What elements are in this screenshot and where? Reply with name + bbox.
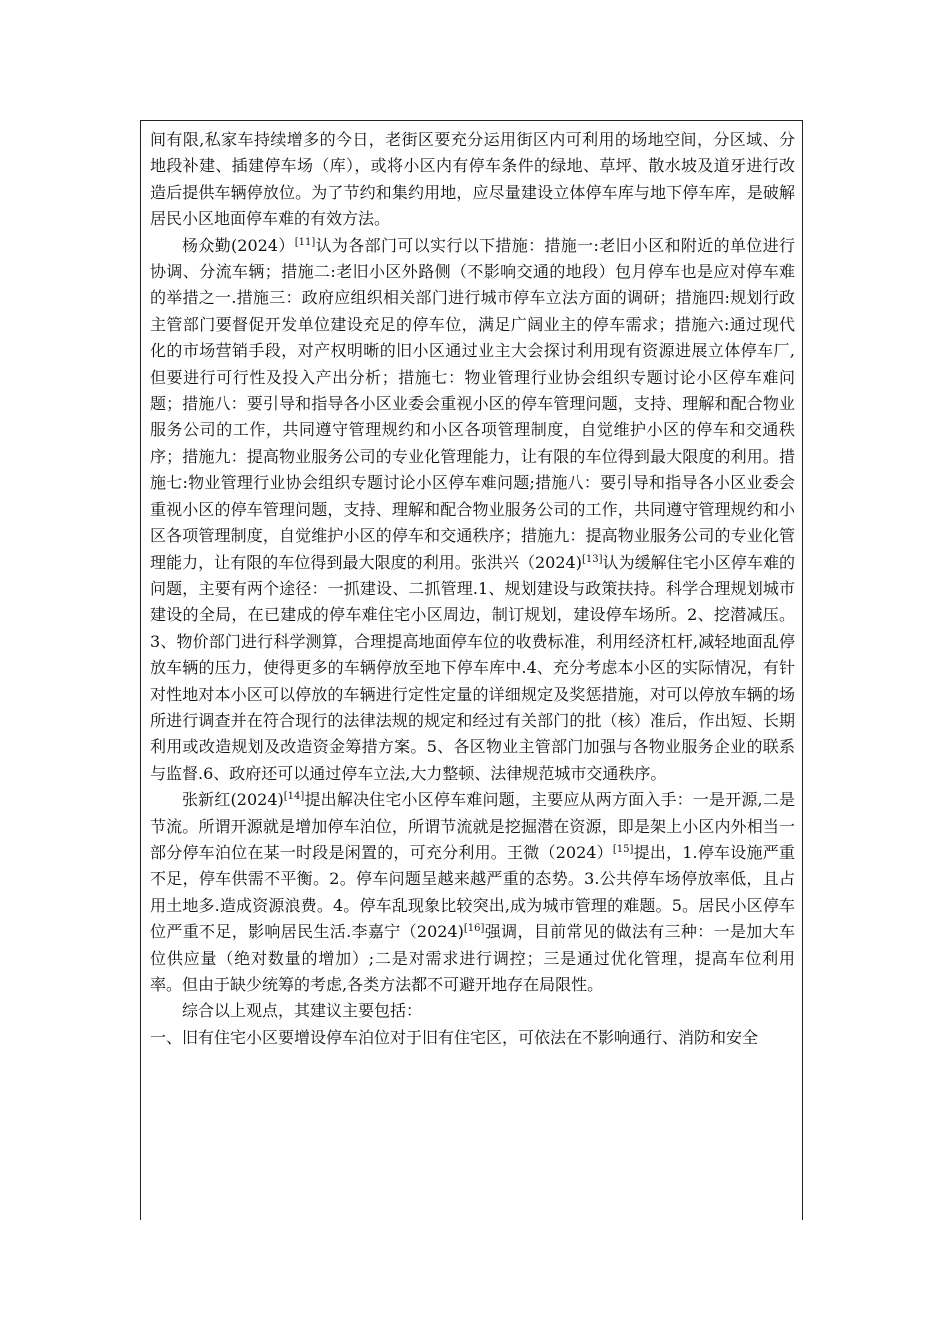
- text-run: 认为缓解住宅小区停车难的问题，主要有两个途径：一抓建设、二抓管理.1、规划建设与政策扶持。科学合理规划城市建设的全局，在已建成的停车难住宅小区周边，制订规划，建设停车场所。2、挖潜减压。3、物价部门进行科学测算，合理提高地面停车位的收费标准，利用经济杠杆,减轻地面乱停放车辆的压力，使得更多的车辆停放至地下停车库中.4、充分考虑本小区的实际情况，有针对性地对本小区可以停放的车辆进行定性定量的详细规定及奖惩措施，对可以停放车辆的场所进行调查并在符合现行的法律法规的规定和经过有关部门的批（核）准后，作出短、长期利用或改造规划及改造资金筹措方案。5、各区物业主管部门加强与各物业服务企业的联系与监督.6、政府还可以通过停车立法,大力整顿、法律规范城市交通秩序。: [150, 552, 795, 783]
- paragraph-2: [150, 233, 795, 788]
- text-run: 强调，目前常见的做法有三种：一是加大车位供应量（绝对数量的增加）;二是对需求进行调控；三是通过优化管理，提高车位利用率。但由于缺少统筹的考虑,各类方法都不可避开地存在局限性。: [150, 922, 795, 994]
- paragraph-3: [150, 787, 795, 998]
- text-run: 张新红(2024): [182, 790, 284, 810]
- text-run: 一、旧有住宅小区要增设停车泊位对于旧有住宅区，可依法在不影响通行、消防和安全: [150, 1027, 759, 1047]
- text-run: 综合以上观点，其建议主要包括：: [182, 1001, 423, 1021]
- text-run: 认为各部门可以实行以下措施：措施一:老旧小区和附近的单位进行协调、分流车辆；措施二:老旧小区外路侧（不影响交通的地段）包月停车也是应对停车难的举措之一.措施三：政府应组织相关部门进行城市停车立法方面的调研；措施四:规划行政主管部门要督促开发单位建设充足的停车位，满足广阔业主的停车需求；措施六:通过现代化的市场营销手段，对产权明晰的旧小区通过业主大会探讨利用现有资源进展立体停车厂,但要进行可行性及投入产出分析；措施七：物业管理行业协会组织专题讨论小区停车难问题；措施八：要引导和指导各小区业委会重视小区的停车管理问题，支持、理解和配合物业服务公司的工作，共同遵守管理规约和小区各项管理制度，自觉维护小区的停车和交通秩序；措施九：提高物业服务公司的专业化管理能力，让有限的车位得到最大限度的利用。措施七:物业管理行业协会组织专题讨论小区停车难问题;措施八：要引导和指导各小区业委会重视小区的停车管理问题，支持、理解和配合物业服务公司的工作，共同遵守管理规约和小区各项管理制度，自觉维护小区的停车和交通秩序；措施九：提高物业服务公司的专业化管理能力，让有限的车位得到最大限度的利用。张洪兴（2024): [150, 235, 795, 572]
- document-body: [150, 127, 795, 1051]
- paragraph-5: [150, 1025, 795, 1051]
- text-run: 提出解决住宅小区停车难问题，主要应从两方面入手：一是开源,二是节流。所谓开源就是增加停车泊位，所谓节流就是挖掘潜在资源，即是架上小区内外相当一部分停车泊位在某一时段是闲置的，可充分利用。王微（2024）: [150, 790, 795, 862]
- citation-ref-11: [11]: [294, 236, 316, 248]
- citation-ref-16: [16]: [463, 923, 485, 935]
- paragraph-4: [150, 998, 795, 1024]
- citation-ref-15: [15]: [612, 843, 634, 855]
- citation-ref-14: [14]: [283, 791, 305, 803]
- citation-ref-13: [13]: [581, 553, 603, 565]
- text-run: 间有限,私家车持续增多的今日，老街区要充分运用街区内可利用的场地空间，分区域、分地段补建、插建停车场（库），或将小区内有停车条件的绿地、草坪、散水坡及道牙进行改造后提供车辆停放位。为了节约和集约用地，应尽量建设立体停车库与地下停车库，是破解居民小区地面停车难的有效方法。: [150, 130, 795, 229]
- paragraph-1: [150, 127, 795, 233]
- text-run: 杨众勤(2024）: [182, 235, 295, 255]
- text-run: 提出，1.停车设施严重不足，停车供需不平衡。2。停车问题呈越来越严重的态势。3.公共停车场停放率低，且占用土地多.造成资源浪费。4。停车乱现象比较突出,成为城市管理的难题。5。居民小区停车位严重不足，影响居民生活.李嘉宁（2024): [150, 842, 795, 942]
